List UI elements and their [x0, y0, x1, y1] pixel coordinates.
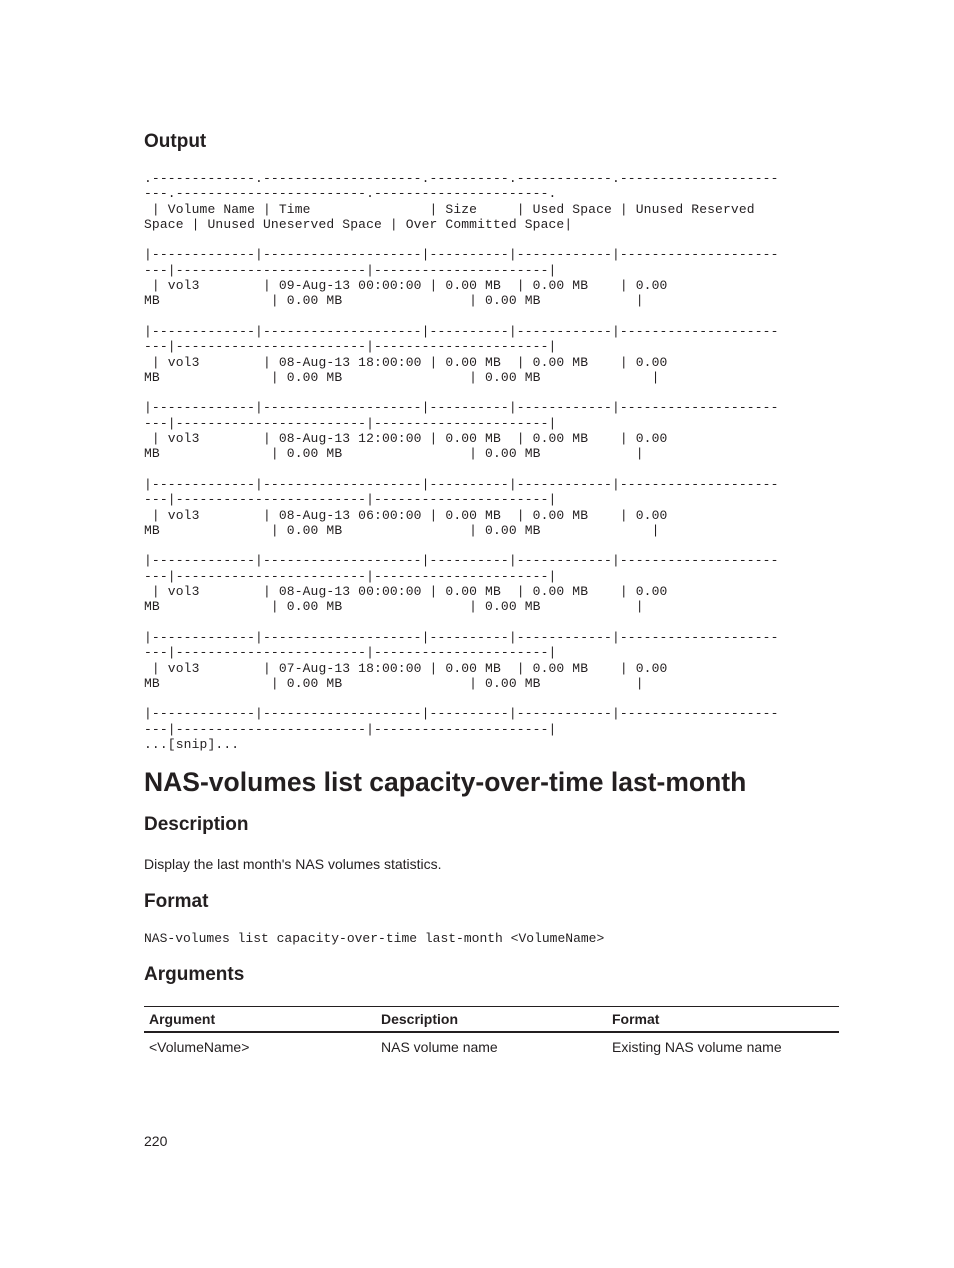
header-format: Format	[607, 1007, 839, 1033]
command-title: NAS-volumes list capacity-over-time last-month	[144, 767, 747, 797]
arguments-heading: Arguments	[144, 964, 245, 985]
output-code-block: .-------------.--------------------.----------.------------.-------------------- ---.------------------------.----------------------. | Volume Name | Time | Size | Used Space | Unused Reserved Space | Unused Uneserved Space | Over Committed Space| |-------------|--------------------|----------|------------|-------------------- ---|------------------------|----------------------| | vol3 | 09-Aug-13 00:00:00 | 0.00 MB | 0.00 MB | 0.00 MB | 0.00 MB | 0.00 MB | |-------------|--------------------|----------|------------|-------------------- ---|------------------------|----------------------| | vol3 | 08-Aug-13 18:00:00 | 0.00 MB | 0.00 MB | 0.00 MB | 0.00 MB | 0.00 MB | |-------------|--------------------|----------|------------|-------------------- ---|------------------------|----------------------| | vol3 | 08-Aug-13 12:00:00 | 0.00 MB | 0.00 MB | 0.00 MB | 0.00 MB | 0.00 MB | |-------------|--------------------|----------|------------|-------------------- ---|------------------------|----------------------| | vol3 | 08-Aug-13 06:00:00 | 0.00 MB | 0.00 MB | 0.00 MB | 0.00 MB | 0.00 MB | |-------------|--------------------|----------|------------|-------------------- ---|------------------------|----------------------| | vol3 | 08-Aug-13 00:00:00 | 0.00 MB | 0.00 MB | 0.00 MB | 0.00 MB | 0.00 MB | |-------------|--------------------|----------|------------|-------------------- ---|------------------------|----------------------| | vol3 | 07-Aug-13 18:00:00 | 0.00 MB | 0.00 MB | 0.00 MB | 0.00 MB | 0.00 MB | |-------------|--------------------|----------|------------|-------------------- ---|------------------------|----------------------| ...[snip]...	[144, 171, 779, 752]
cell-format: Existing NAS volume name	[612, 1039, 782, 1055]
format-heading: Format	[144, 891, 209, 912]
format-command: NAS-volumes list capacity-over-time last-month <VolumeName>	[144, 931, 605, 946]
description-heading: Description	[144, 814, 249, 835]
page-number: 220	[144, 1133, 168, 1149]
description-text: Display the last month's NAS volumes statistics.	[144, 856, 442, 872]
cell-argument: <VolumeName>	[149, 1039, 250, 1055]
header-description: Description	[376, 1007, 607, 1033]
arguments-table	[144, 1006, 839, 1062]
cell-description: NAS volume name	[381, 1039, 498, 1055]
header-argument: Argument	[144, 1007, 376, 1033]
table-row	[144, 1032, 839, 1062]
table-header-row	[144, 1007, 839, 1033]
output-heading: Output	[144, 131, 207, 152]
